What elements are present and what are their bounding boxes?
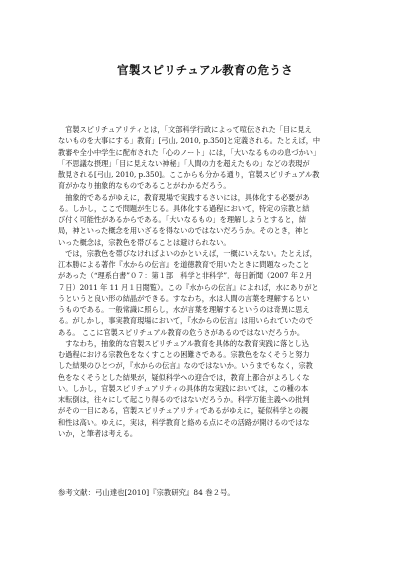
text-line: 抽象的であるがゆえに，教育現場で実践するさいには，具体化する必要があ — [58, 192, 310, 202]
text-line: 官製スピリチュアリティとは，「文部科学行政によって喧伝された「目に見え — [58, 125, 312, 134]
text-line: 教審や全小中学生に配布された「心のノート」には，「大いなるものの息づかい」 — [58, 147, 321, 157]
text-line: ないものを大事にする」教育」[弓山, 2010, p.350]と定義される。たとえば，中 — [58, 136, 321, 146]
text-line: がその一目にある，官製スピリチュアリティであるがゆえに，疑似科学との親 — [58, 406, 309, 416]
text-line: うというと良い形の結晶ができる。すなわち，水は人間の言葉を理解するとい — [58, 293, 310, 303]
text-line: 色をなくそうとした結果が，疑似科学への迎合では，教育上都合がよろしくな — [58, 372, 310, 382]
text-line: いった概念は，宗教色を帯びることは避けられない。 — [58, 237, 231, 247]
text-line: いか，と筆者は考える。 — [58, 428, 138, 438]
text-line: む過程における宗教色をなくすことの困難さである。宗教色をなくそうと努力 — [58, 350, 310, 359]
text-line: があった（“理系白書”０７：第１部 科学と非科学”．毎日新聞（2007 年２月 — [58, 271, 313, 281]
text-line: び付く可能性があるからである。「大いなるもの」を理解しようとすると，結 — [58, 215, 306, 224]
text-line: では，宗教色を帯びなければよいのかといえば，一概にいえない。たとえば， — [58, 248, 317, 258]
text-line: い。しかし，官製スピリチュアリティの具体的な実践においては，この種の本 — [58, 383, 309, 393]
text-line: 末転倒は，往々にして起こり得るのではないだろうか。科学万能主義への批判 — [58, 395, 310, 404]
text-line: 和性は高い。ゆえに，実は，科学教育と絡める点にその活路が開けるのではな — [58, 417, 310, 427]
text-line: した結果のひとつが，『水からの伝言』なのではないか。いうまでもなく，宗教 — [58, 361, 313, 371]
reference-citation: 参考文献：弓山達也[2010]『宗教研究』84 巻２号。 — [58, 488, 235, 497]
text-line: 育がかなり抽象的なものであることがわかるだろう。 — [58, 181, 231, 191]
text-line: る。しかし，ここで問題が生じる。具体化する過程において，特定の宗教と結 — [58, 203, 310, 213]
text-line: ある。 ここに官製スピリチュアル教育の危うさがあるのではないだろうか。 — [58, 327, 305, 337]
text-line: 散見される[弓山, 2010, p.350]。ここからも分かる通り，官製スピリチュアル教 — [58, 170, 320, 179]
text-line: うものである。一般常識に照らし，水が言葉を理解するというのは奇異に思え — [58, 305, 310, 314]
document-title: 官製スピリチュアル教育の危うさ — [117, 63, 293, 77]
text-line: 江本勝による著作『水からの伝言』を道徳教育で用いたときに問題なったこと — [58, 260, 310, 269]
text-line: ７日）2011 年 11 月１日閲覧）。この『水からの伝言』によれば，水にありがと — [58, 282, 319, 292]
text-line: すなわち，抽象的な官製スピリチュアル教育を具体的な教育実践に落とし込 — [58, 338, 309, 348]
text-line: る。がしかし，事実教育現場において，『水からの伝言』は用いられていたので — [58, 316, 314, 326]
text-line: 「不思議な摂理」「目に見えない神秘」「人間の力を超えたもの」などの表現が — [58, 158, 310, 168]
document-body — [58, 124, 358, 439]
text-line: 局，神といった概念を用いざるを得ないのではないだろうか。そのとき，神と — [58, 226, 310, 236]
